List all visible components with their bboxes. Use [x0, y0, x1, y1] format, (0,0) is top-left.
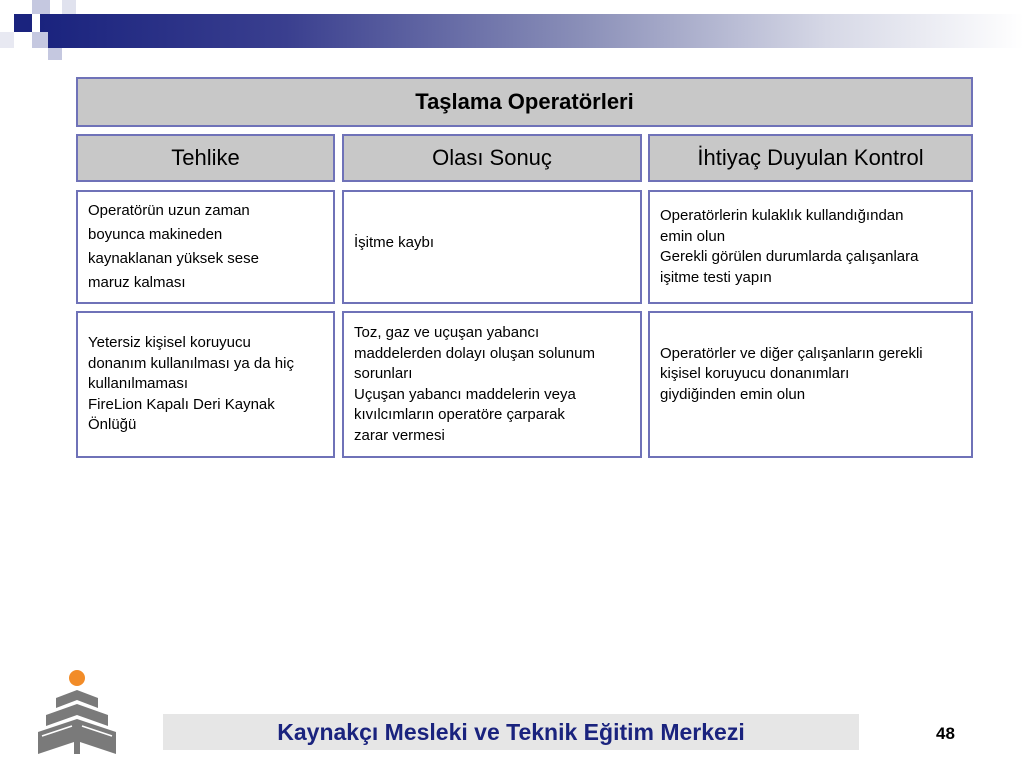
text-line: sorunları — [354, 365, 413, 382]
text-line: donanım kullanılması ya da hiç — [88, 354, 294, 372]
row2-outcome-cell — [342, 311, 642, 458]
cell-text — [660, 344, 923, 406]
column-header-label: Olası Sonuç — [432, 145, 552, 170]
row1-hazard-cell — [76, 190, 335, 304]
table-title: Taşlama Operatörleri — [415, 89, 634, 114]
text-line: giydiğinden emin olun — [660, 385, 806, 403]
top-gradient-bar — [40, 14, 1024, 48]
text-line: Uçuşan yabancı maddelerin veya — [354, 385, 576, 403]
text-line: Operatörün uzun zaman — [88, 202, 250, 219]
table-title-cell — [76, 77, 973, 127]
text-line: işitme testi yapın — [660, 268, 772, 286]
column-header-outcome — [342, 134, 642, 182]
text-line: Operatörler ve diğer çalışanların gerekli — [660, 344, 923, 362]
text-line: Operatörlerin kulaklık kullandığından — [660, 207, 904, 224]
text-line: Önlüğü — [88, 416, 137, 434]
text-line: İşitme kaybı — [354, 233, 435, 251]
column-header-control — [648, 134, 973, 182]
row2-control-cell — [648, 311, 973, 458]
text-line: FireLion Kapalı Deri Kaynak — [88, 395, 275, 413]
cell-text — [88, 333, 294, 436]
deco-square — [14, 14, 32, 32]
cell-text — [88, 199, 259, 295]
text-line: emin olun — [660, 227, 726, 245]
footer-organization: Kaynakçı Mesleki ve Teknik Eğitim Merkezi — [277, 718, 745, 745]
text-line: kullanılmaması — [88, 375, 189, 393]
column-header-hazard — [76, 134, 335, 182]
text-line: maddelerden dolayı oluşan solunum — [354, 344, 595, 362]
text-line: kıvılcımların operatöre çarparak — [354, 406, 565, 423]
cell-text — [354, 323, 595, 446]
deco-square — [32, 0, 50, 14]
deco-square — [62, 0, 76, 14]
text-line: Yetersiz kişisel koruyucu — [88, 334, 251, 352]
deco-square — [48, 48, 62, 60]
cell-text — [354, 233, 434, 254]
book-stack-logo-icon — [34, 668, 120, 756]
footer-bar — [163, 714, 859, 750]
column-header-label: İhtiyaç Duyulan Kontrol — [697, 145, 924, 170]
cell-text — [660, 206, 918, 288]
row2-hazard-cell — [76, 311, 335, 458]
deco-square — [0, 32, 14, 48]
deco-square — [32, 32, 48, 48]
text-line: zarar vermesi — [354, 426, 445, 444]
column-header-label: Tehlike — [171, 145, 240, 170]
page-number: 48 — [936, 724, 955, 743]
text-line: kaynaklanan yüksek sese — [88, 250, 259, 267]
text-line: kişisel koruyucu donanımları — [660, 365, 850, 383]
text-line: Toz, gaz ve uçuşan yabancı — [354, 324, 540, 341]
text-line: boyunca makineden — [88, 226, 223, 243]
text-line: maruz kalması — [88, 274, 186, 291]
row1-control-cell — [648, 190, 973, 304]
text-line: Gerekli görülen durumlarda çalışanlara — [660, 248, 919, 265]
row1-outcome-cell — [342, 190, 642, 304]
